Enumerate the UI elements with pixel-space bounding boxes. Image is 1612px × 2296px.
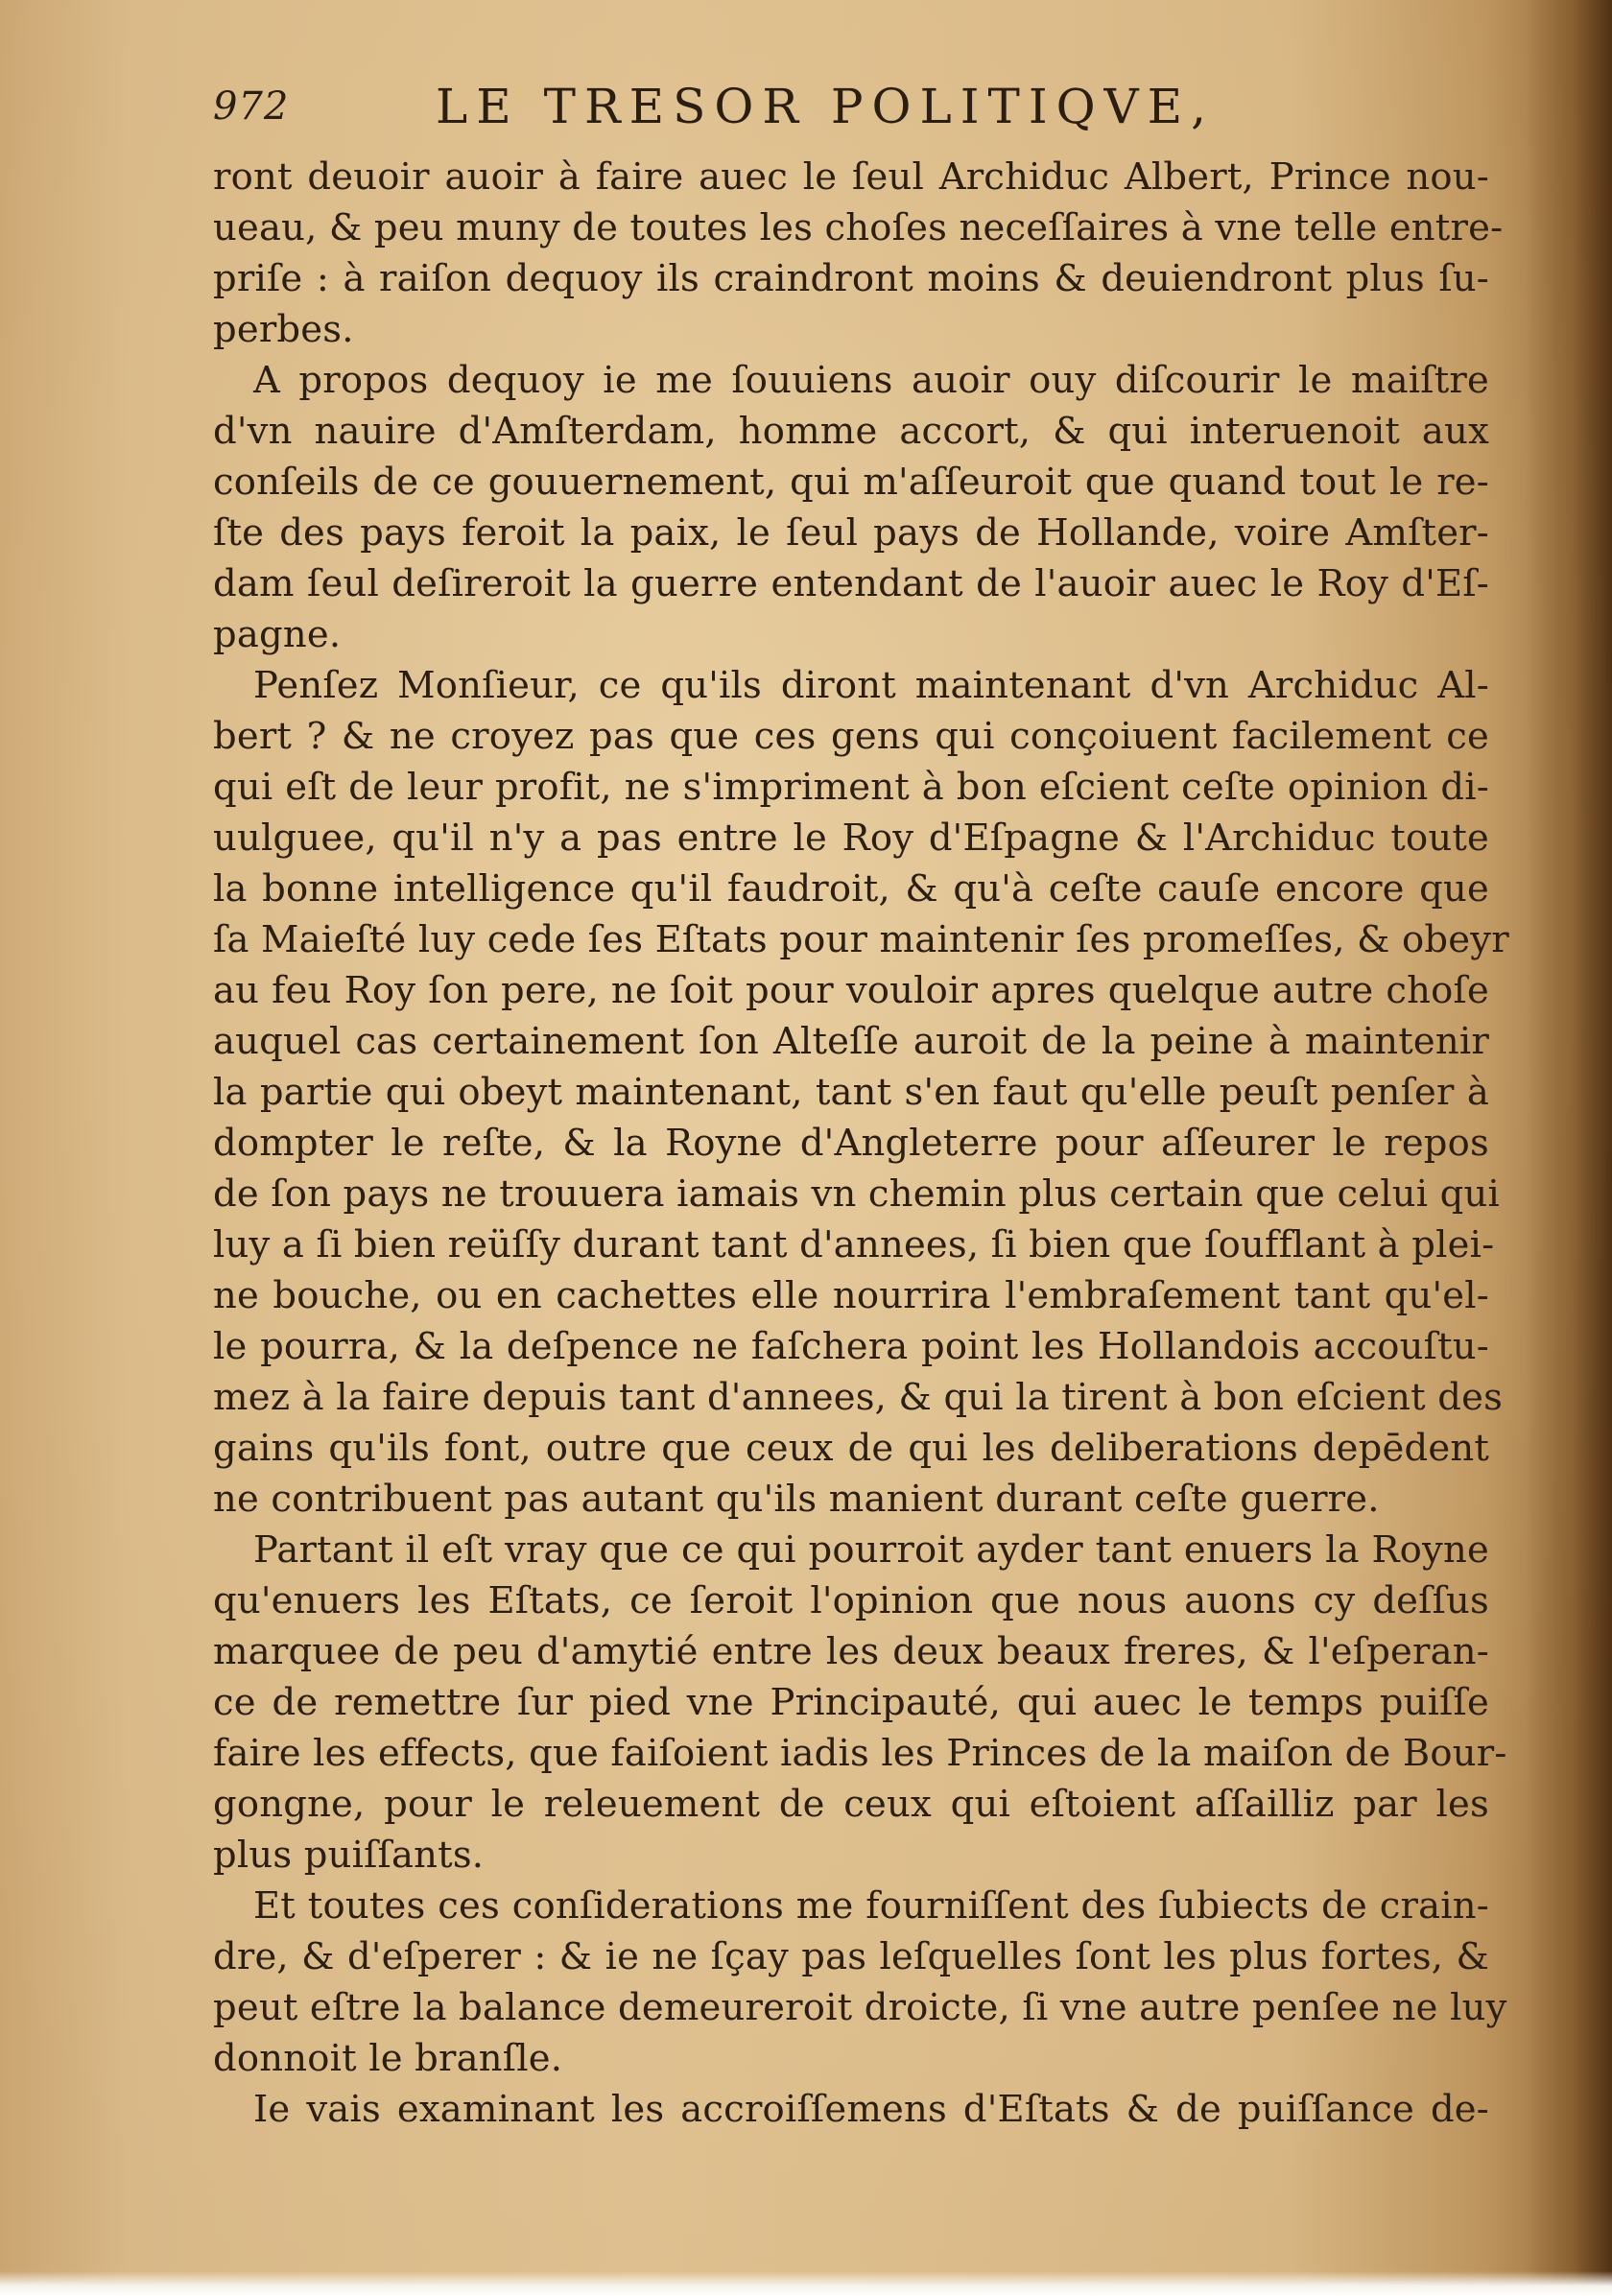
text-line: Partant il eſt vray que ce qui pourroit ayder tant enuers la Royne xyxy=(253,1528,1489,1572)
page-header xyxy=(213,79,1489,146)
text-line: de ſon pays ne trouuera iamais vn chemin plus certain que celui qui xyxy=(213,1172,1501,1216)
text-line: ce de remettre ſur pied vne Principauté, qui auec le temps puiſſe xyxy=(213,1681,1489,1724)
text-line: auquel cas certainement ſon Alteſſe auroit de la peine à maintenir xyxy=(213,1020,1489,1063)
text-line: perbes. xyxy=(213,308,354,351)
text-line: la partie qui obeyt maintenant, tant s'en faut qu'elle peuſt penſer à xyxy=(213,1071,1489,1114)
text-line: plus puiſſants. xyxy=(213,1834,485,1877)
text-line: dompter le reſte, & la Royne d'Angleterre pour aſſeurer le repos xyxy=(213,1122,1489,1165)
text-line: ſa Maieſté luy cede ſes Eſtats pour maintenir ſes promeſſes, & obeyr xyxy=(213,918,1509,961)
body-text xyxy=(213,152,1509,2135)
text-line: ne bouche, ou en cachettes elle nourrira l'embraſement tant qu'el- xyxy=(213,1274,1489,1317)
text-line: gains qu'ils font, outre que ceux de qui les deliberations depēdent xyxy=(213,1427,1489,1470)
text-line: Ie vais examinant les accroiſſemens d'Eſtats & de puiſſance de- xyxy=(253,2088,1489,2131)
spine-shadow xyxy=(1526,0,1612,2296)
text-line: qu'enuers les Eſtats, ce ſeroit l'opinion que nous auons cy deſſus xyxy=(213,1579,1489,1622)
text-line: ront deuoir auoir à faire auec le ſeul Archiduc Albert, Prince nou- xyxy=(213,155,1489,199)
text-line: pagne. xyxy=(213,613,342,656)
text-line: priſe : à raiſon dequoy ils craindront moins & deuiendront plus ſu- xyxy=(213,257,1489,300)
text-line: au feu Roy ſon pere, ne ſoit pour vouloir apres quelque autre choſe xyxy=(213,969,1489,1012)
text-line: ne contribuent pas autant qu'ils manient durant ceſte guerre. xyxy=(213,1478,1380,1521)
text-line: uulguee, qu'il n'y a pas entre le Roy d'Eſpagne & l'Archiduc toute xyxy=(213,817,1489,860)
text-line: d'vn nauire d'Amſterdam, homme accort, & qui interuenoit aux xyxy=(213,410,1489,453)
text-line: luy a ſi bien reüſſy durant tant d'annees, ſi bien que ſoufflant à plei- xyxy=(213,1223,1495,1266)
text-line: faire les effects, que faiſoient iadis les Princes de la maiſon de Bour- xyxy=(213,1732,1507,1775)
text-line: mez à la faire depuis tant d'annees, & qui la tirent à bon eſcient des xyxy=(213,1376,1504,1419)
text-line: donnoit le branſle. xyxy=(213,2037,563,2080)
text-line: marquee de peu d'amytié entre les deux beaux freres, & l'eſperan- xyxy=(213,1630,1489,1673)
text-line: dre, & d'eſperer : & ie ne ſçay pas leſquelles ſont les plus fortes, & xyxy=(213,1935,1489,1978)
text-line: Et toutes ces conſiderations me fourniſſent des ſubiects de crain- xyxy=(253,1884,1489,1928)
text-line: bert ? & ne croyez pas que ces gens qui conçoiuent facilement ce xyxy=(213,715,1489,758)
text-line: qui eſt de leur profit, ne s'impriment à bon eſcient ceſte opinion di- xyxy=(213,766,1489,809)
text-line: dam ſeul deſireroit la guerre entendant de l'auoir auec le Roy d'Eſ- xyxy=(213,562,1489,605)
page-bottom-edge xyxy=(0,2271,1612,2296)
running-title: LE TRESOR POLITIQVE, xyxy=(436,79,1216,134)
text-line: la bonne intelligence qu'il faudroit, & qu'à ceſte cauſe encore que xyxy=(213,867,1489,911)
text-line: gongne, pour le releuement de ceux qui eſtoient aſſailliz par les xyxy=(213,1783,1489,1826)
text-line: ueau, & peu muny de toutes les choſes neceſſaires à vne telle entre- xyxy=(213,206,1504,249)
text-line: Penſez Monſieur, ce qu'ils diront maintenant d'vn Archiduc Al- xyxy=(253,664,1489,707)
text-line: conſeils de ce gouuernement, qui m'aſſeuroit que quand tout le re- xyxy=(213,461,1489,504)
text-line: peut eſtre la balance demeureroit droicte, ſi vne autre penſee ne luy xyxy=(213,1986,1507,2029)
page-number: 972 xyxy=(213,84,290,129)
text-line: ſte des pays feroit la paix, le ſeul pays de Hollande, voire Amſter- xyxy=(213,511,1489,555)
text-line: le pourra, & la deſpence ne faſchera point les Hollandois accouſtu- xyxy=(213,1325,1489,1368)
text-line: A propos dequoy ie me ſouuiens auoir ouy diſcourir le maiſtre xyxy=(253,359,1489,402)
